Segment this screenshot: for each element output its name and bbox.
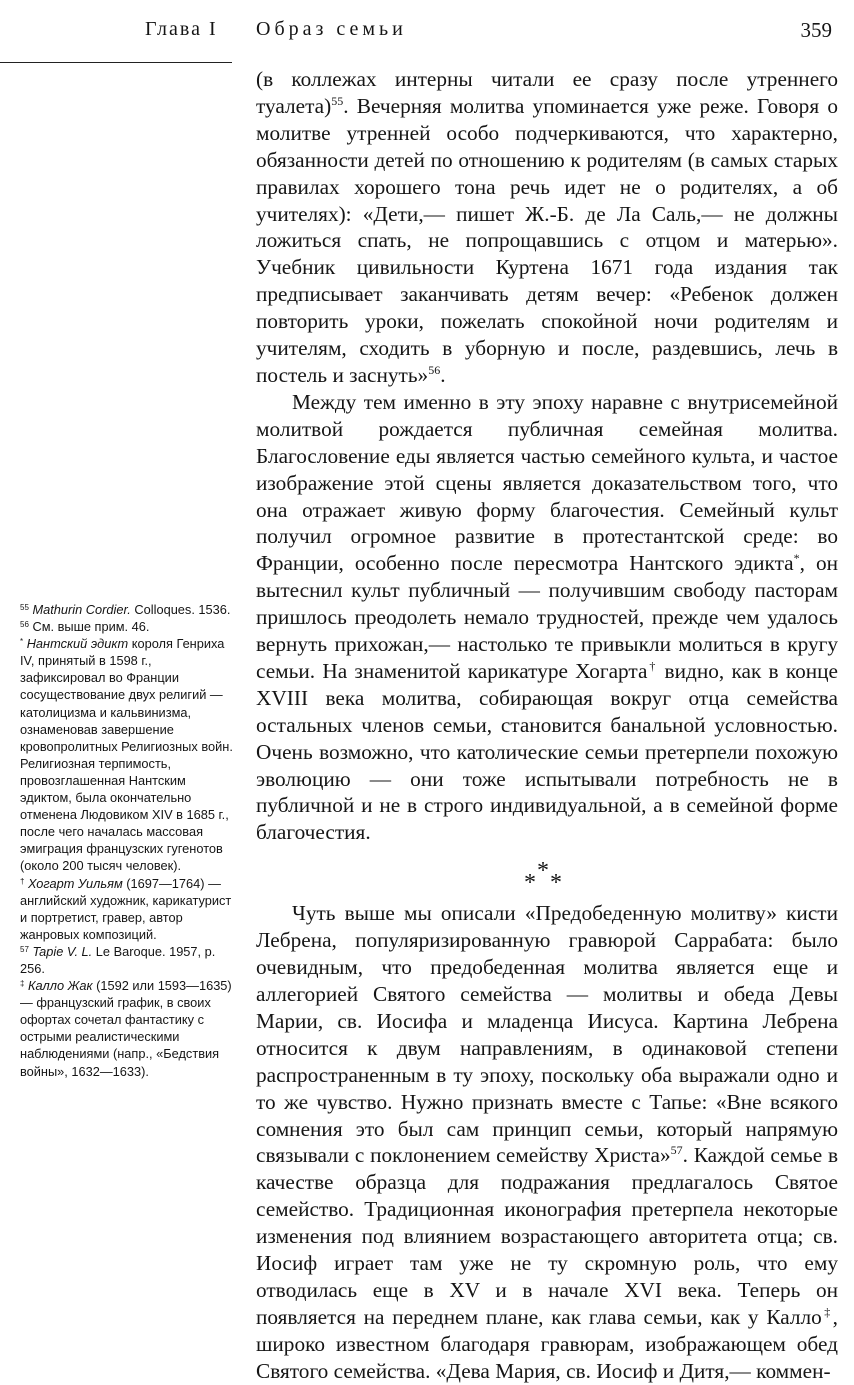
footnote-ref-56: 56 [428, 362, 441, 377]
note-mark: 57 [20, 944, 29, 954]
paragraph-2-text-a: Между тем именно в эту эпоху наравне с внутрисемейной молитвой рождается публичная семейная молитва. Благословение еды является частью семейного культа, и частое изображение этой сцены является доказательством того, что она отражает живую форму благочестия. Семейный культ получил огромное развитие в протестантской среде: во Франции, особенно после пересмотра Нантского эдикта [256, 389, 838, 576]
margin-note [20, 977, 234, 1080]
paragraph-2 [256, 389, 838, 846]
margin-note [20, 618, 234, 635]
chapter-label: Глава I [145, 18, 218, 40]
margin-note [20, 875, 234, 943]
footnote-ref-asterisk: * [793, 551, 800, 566]
paragraph-3 [256, 900, 838, 1384]
note-mark: * [20, 637, 24, 647]
note-italic: Калло Жак [28, 978, 93, 994]
footnote-ref-55: 55 [331, 93, 344, 108]
paragraph-3-text-a: Чуть выше мы описали «Предобеденную молитву» кисти Лебрена, популяризированную гравюрой Саррабата: было очевидным, что предобеденная молитва является еще и аллегорией Святого семейства — молитвы и обеда Девы Марии, св. Иосифа и младенца Иисуса. Картина Лебрена относится к двум направлениям, в одинаковой степени распространенным в ту эпоху, поскольку оба выражали одно и то же чувство. Нужно признать вместе с Тапье: «Вне всякого сомнения это был сам принцип семьи, который напрямую связывали с поклонением семейству Христа» [256, 901, 838, 1168]
note-mark: † [20, 876, 25, 886]
footnote-ref-dagger: † [647, 658, 658, 673]
margin-note [20, 635, 234, 874]
note-text: Le Baroque. 1957, p. 256. [20, 943, 216, 976]
paragraph-3-text-c: , широко известном благодаря гравюрам, изображающем обед Святого семейства. «Дева Мария, св. Иосиф и Дитя,— коммен- [256, 1304, 838, 1383]
running-head [0, 18, 854, 50]
main-text [256, 66, 838, 1385]
margin-notes [20, 601, 234, 1080]
margin-note [20, 943, 234, 977]
paragraph-2-text-b: , он вытеснил культ публичный — получившим свободу пасторам пришлось преодолеть немало трудностей, прежде чем удалось вернуть прихожан,— настолько те привыкли молиться в кругу семьи. На знаменитой карикатуре Хогарта [256, 551, 838, 683]
paragraph-1-text-a: (в коллежах интерны читали ее сразу после утреннего туалета) [256, 67, 838, 118]
margin-note [20, 601, 234, 618]
note-text: (1592 или 1593—1635) — французский график, в своих офортах сочетал фантастику с острыми реалистическими наблюдениями (напр., «Бедствия войны», 1632—1633). [20, 978, 232, 1079]
paragraph-3-text-b: . Каждой семье в качестве образца для подражания предлагалось Святое семейство. Традиционная иконография претерпела некоторые изменения под влиянием возрастающего авторитета отца; св. Иосиф играет там уже не ту скромную роль, что ему отводилась еще в XV и в начале XVI века. Теперь он появляется на переднем плане, как глава семьи, как у Калло [256, 1143, 839, 1329]
note-text: Colloques. 1536. [130, 602, 231, 617]
note-text: (1697—1764) — английский художник, карикатурист и портретист, гравер, автор жанровых композиций. [20, 875, 232, 942]
paragraph-1-text-end: . [440, 362, 446, 387]
divider-star: * [537, 858, 549, 885]
paragraph-1 [256, 66, 838, 389]
note-mark: ‡ [20, 979, 25, 989]
section-divider [256, 846, 838, 900]
paragraph-2-text-c: видно, как в конце XVIII века молитва, собирающая вокруг отца семейства остальных членов семьи, становится банальной условностью. Очень возможно, что католические семьи претерпели похожую эволюцию — они тоже испытывали потребность не в публичной и не в строго индивидуальной, а в семейной форме благочестия. [256, 658, 839, 845]
divider-star: * [524, 870, 536, 897]
note-italic: Tapie V. L. [32, 943, 93, 959]
note-text: короля Генриха IV, принятый в 1598 г., зафиксировал во Франции сосуществование двух религий — католицизма и кальвинизма, ознаменовав завершение кровопролитных Религиозных войн. Религиозная терпимость, провозглашенная Нантским эдиктом, была окончательно отменена Людовиком XIV в 1685 г., после чего началась массовая эмиграция французских гугенотов (около 200 тысяч человек). [20, 636, 233, 874]
note-italic: Mathurin Cordier. [32, 602, 131, 617]
note-mark: 55 [20, 603, 29, 612]
footnote-ref-57: 57 [670, 1143, 683, 1158]
note-text: См. выше прим. 46. [28, 619, 150, 635]
page-number: 359 [800, 18, 832, 42]
header-rule [0, 62, 232, 63]
paragraph-1-text-b: . Вечерняя молитва упоминается уже реже. Говоря о молитве утренней особо подчеркиваются, что характерно, обязанности детей по отношению к родителям (в самых старых правилах хорошего тона речь идет не о родителях, а об учителях): «Дети,— пишет Ж.-Б. де Ла Саль,— не должны ложиться спать, не попрощавшись с отцом и матерью». Учебник цивильности Куртена 1671 года издания так предписывает заканчивать детям вечер: «Ребенок должен повторить уроки, пожелать спокойной ночи родителям и учителям, сходить в уборную и после, раздевшись, лечь в постель и заснуть» [256, 93, 838, 387]
note-italic: Нантский эдикт [26, 636, 129, 652]
note-italic: Хогарт Уильям [28, 875, 123, 891]
footnote-ref-double-dagger: ‡ [821, 1304, 833, 1319]
divider-star: * [550, 870, 562, 897]
running-title: Образ семьи [256, 18, 407, 40]
note-mark: 56 [20, 620, 29, 630]
